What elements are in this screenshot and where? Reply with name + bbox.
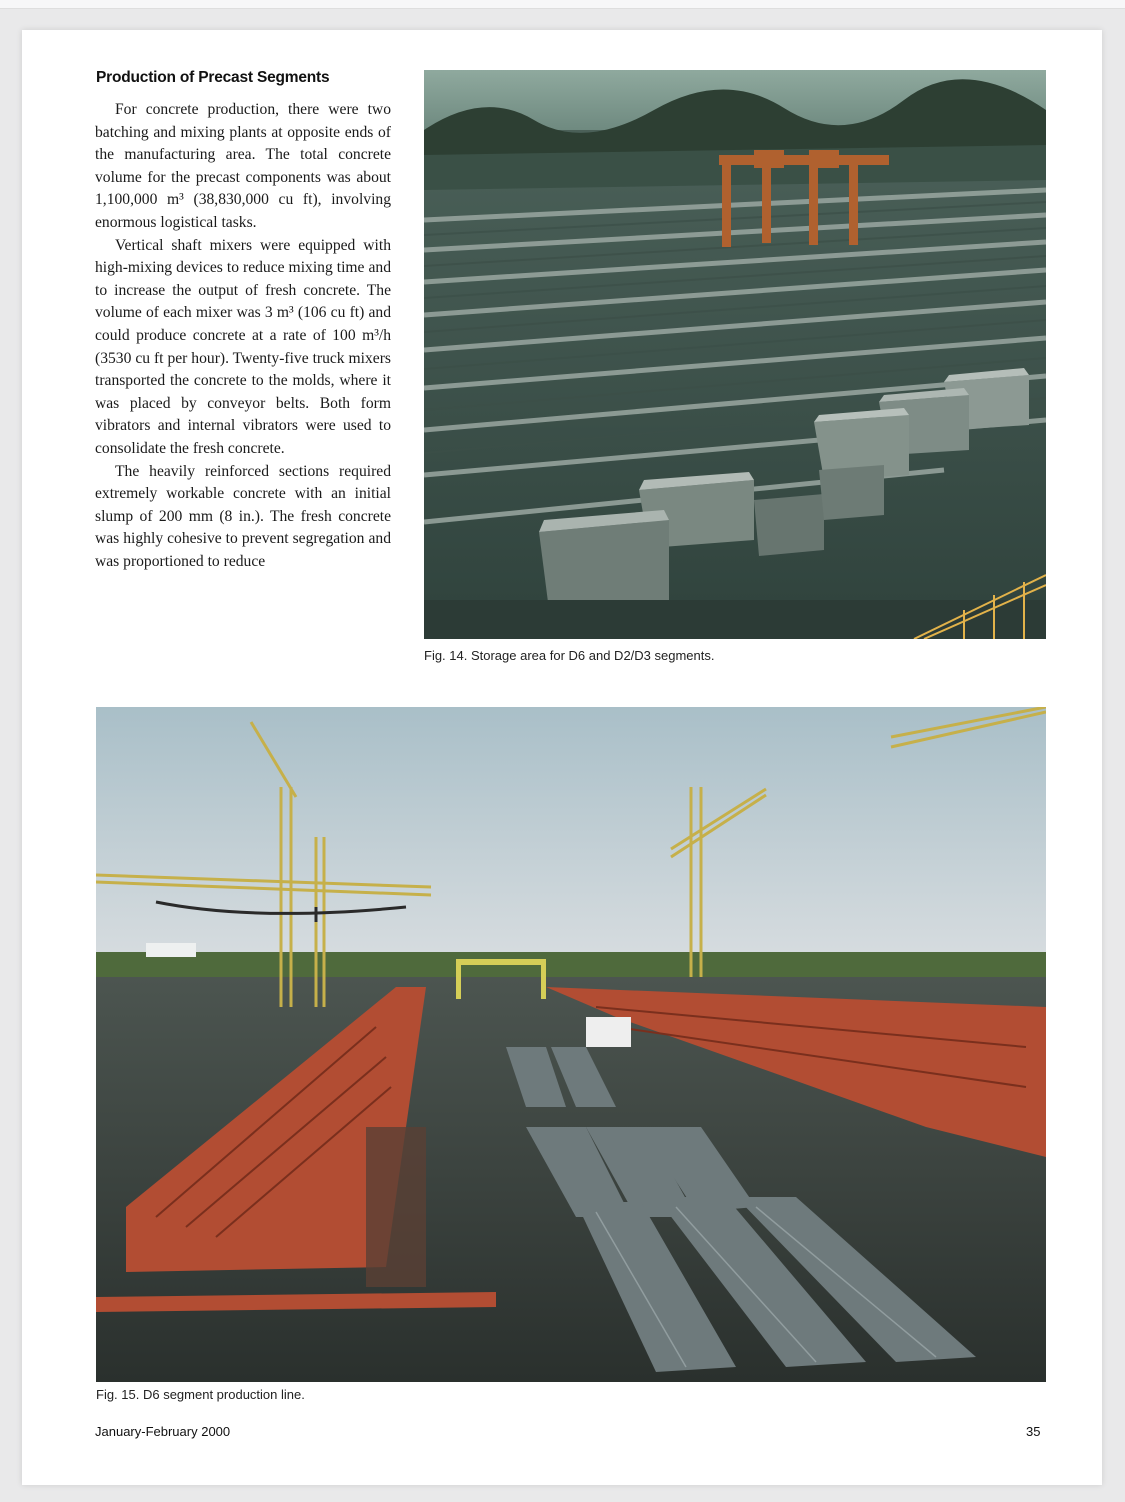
paragraph-3: The heavily reinforced sections required extremely workable concrete with an initial slump of 200 mm (8 in.). The fresh concrete was highly cohesive to prevent segregation and was proportioned to reduce	[95, 462, 391, 570]
document-page	[22, 30, 1102, 1485]
figure-15-caption: Fig. 15. D6 segment production line.	[96, 1387, 305, 1402]
paragraph-1: For concrete production, there were two batching and mixing plants at opposite ends of the manufacturing area. The total concrete volume for the precast components was about 1,100,000 m³ (38,830,000 cu ft), involving enormous logistical tasks.	[95, 101, 391, 231]
paragraph-2: Vertical shaft mixers were equipped with high-mixing devices to reduce mixing time and to increase the output of fresh concrete. The volume of each mixer was 3 m³ (106 cu ft) and could produce concrete at a rate of 100 m³/h (3530 cu ft per hour). Twenty-five truck mixers transported the concrete to the molds, where it was placed by conveyor belts. Both form vibrators and internal vibrators were used to consolidate the fresh concrete.	[95, 236, 391, 457]
storage-area-image	[424, 70, 1046, 639]
footer-issue-date: January-February 2000	[95, 1424, 231, 1439]
figure-15-photo	[96, 707, 1046, 1382]
production-line-image	[96, 707, 1046, 1382]
page-number: 35	[1026, 1424, 1041, 1439]
viewer-top-bar	[0, 0, 1125, 9]
section-heading: Production of Precast Segments	[96, 69, 330, 86]
article-body	[95, 99, 391, 573]
figure-14-photo	[424, 70, 1046, 639]
figure-14-caption: Fig. 14. Storage area for D6 and D2/D3 segments.	[424, 648, 715, 663]
